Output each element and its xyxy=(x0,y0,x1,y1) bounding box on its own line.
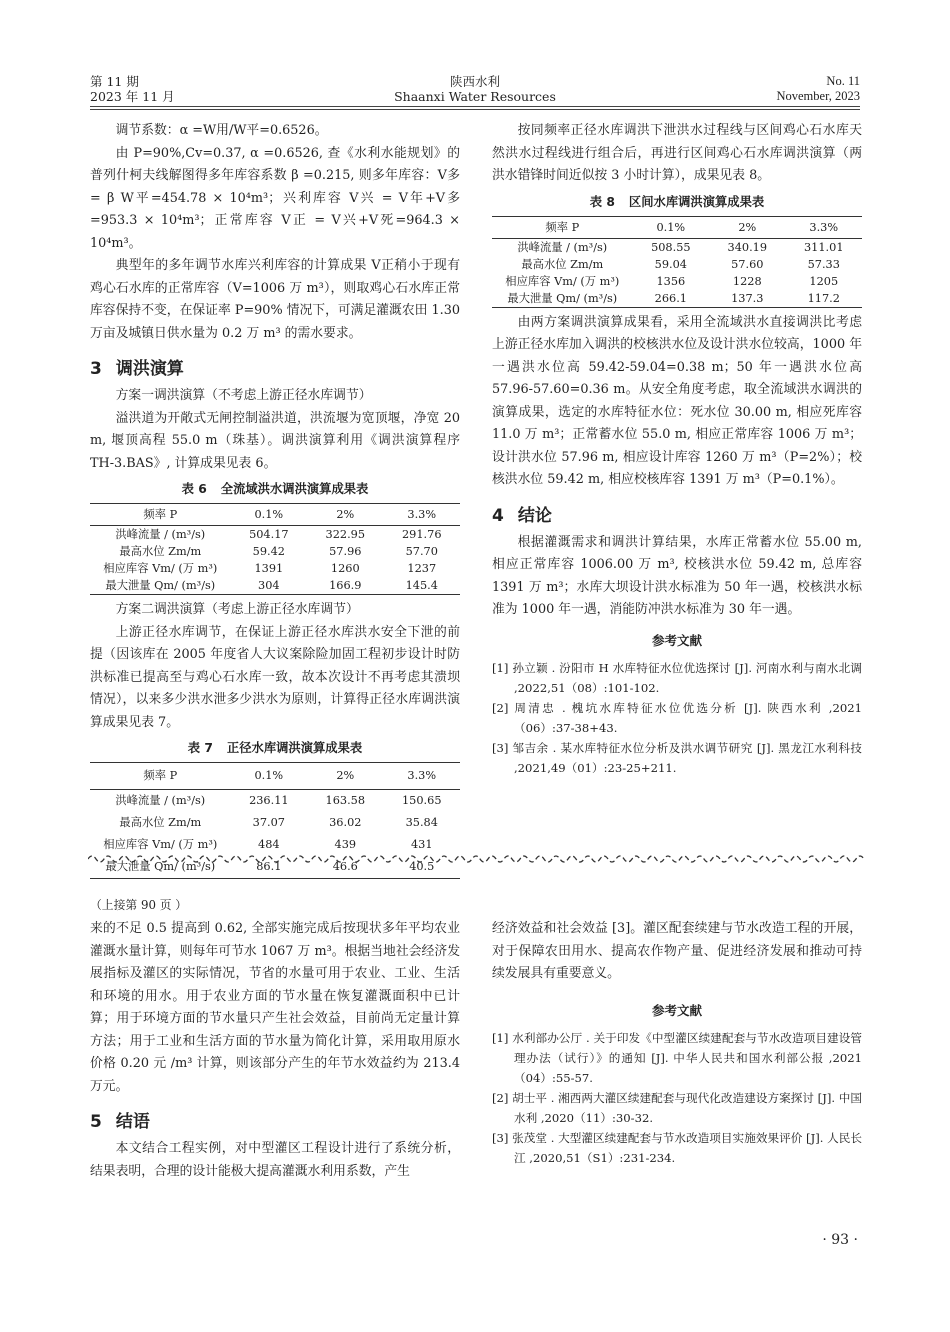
table-row xyxy=(90,560,460,577)
right-para-3: 根据灌溉需求和调洪计算结果，水库正常蓄水位 55.00 m, 相应正常库容 1006.00 万 m³, 校核洪水位 59.42 m, 总库容 1391 万 m³；水库大坝设计洪水标准为 50 年一遇，校核洪水标准为 1000 年一遇，消能防冲洪水标准为 30 年一遇。 xyxy=(492,534,862,617)
table-cell: 36.02 xyxy=(329,816,362,829)
section-title: 结论 xyxy=(517,505,552,526)
reference-item: [3] 张茂堂 . 大型灌区续建配套与节水改造项目实施效果评价 [J]. 人民长江 ,2020,51（S1）:231-234. xyxy=(492,1131,862,1165)
table-cell: 37.07 xyxy=(252,816,285,829)
right-column xyxy=(492,120,862,778)
reference-item: [3] 邹吉余 . 某水库特征水位分析及洪水调节研究 [J]. 黑龙江水利科技 ,2021,49（01）:23-25+211. xyxy=(492,741,862,775)
table-cell: 117.2 xyxy=(807,291,840,305)
table-header-cell: 3.3% xyxy=(384,763,460,790)
table-cell: 439 xyxy=(334,838,357,851)
right-para-1: 按同频率正径水库调洪下泄洪水过程线与区间鸡心石水库天然洪水过程线进行组合后，再进行区间鸡心石水库调洪演算（两洪水错锋时间近似按 3 小时计算），成果见表 8。 xyxy=(492,123,862,183)
table-header-cell: 2% xyxy=(307,504,383,526)
table-cell: 508.55 xyxy=(651,240,691,254)
table-8 xyxy=(492,216,862,308)
table-cell: 340.19 xyxy=(727,240,768,254)
table-cell: 最高水位 Zm/m xyxy=(119,545,202,558)
table-header-cell: 频率 P xyxy=(90,763,231,790)
left-para-3: 典型年的多年调节水库兴利库容的计算成果 V正稍小于现有鸡心石水库的正常库容（V=1006 万 m³），则取鸡心石水库正常库容保持不变，在保证率 P=90% 情况下，可满足灌溉农田 1.30 万亩及城镇日供水量为 0.2 万 m³ 的需水要求。 xyxy=(90,258,461,341)
table-row xyxy=(90,577,460,595)
table-cell: 304 xyxy=(258,579,280,592)
bottom-left-column xyxy=(90,918,460,1183)
table-cell: 1356 xyxy=(656,274,686,288)
table-number: 表 6 xyxy=(181,482,207,496)
journal-cn: 陕西水利 xyxy=(449,74,500,89)
table-cell: 266.1 xyxy=(654,291,687,305)
table-row xyxy=(492,273,862,290)
table-header-cell: 0.1% xyxy=(231,763,307,790)
table-row xyxy=(90,526,460,544)
table-cell: 59.42 xyxy=(252,545,285,558)
table-header-cell: 2% xyxy=(307,763,383,790)
left-para-7: 上游正径水库调节，在保证上游正径水库洪水安全下泄的前提（因该库在 2005 年度省人大议案除险加固工程初步设计时防洪标准已提高至与鸡心石水库一致，故本次设计不再考虑其溃坝情况），以来多少洪水泄多少洪水为原则，计算得正径水库调洪演算成果见表 7。 xyxy=(90,624,460,730)
section-4-heading xyxy=(492,504,862,528)
date-en: November, 2023 xyxy=(776,89,860,103)
table-cell: 洪峰流量 / (m³/s) xyxy=(115,794,206,807)
table-cell: 最高水位 Zm/m xyxy=(119,816,202,829)
table-header-cell: 0.1% xyxy=(633,216,709,238)
table7-caption xyxy=(90,738,460,758)
header-rule xyxy=(90,106,860,107)
left-para-5: 溢洪道为开敞式无闸控制溢洪道，洪流堰为宽顶堰，净宽 20 m, 堰顶高程 55.0 m（珠基）。调洪演算利用《调洪演算程序 TH-3.BAS》, 计算成果见表 6。 xyxy=(90,410,460,471)
table-cell: 59.04 xyxy=(654,257,687,271)
table-cell: 504.17 xyxy=(249,528,289,541)
bottom-left-para-1: 来的不足 0.5 提高到 0.62, 全部实施完成后按现状多年平均农业灌溉水量计算，则每年可节水 1067 万 m³。根据当地社会经济发展指标及灌区的实际情况，节省的水量可用于农业、工业、生活和环境的用水。用于农业方面的节水量在恢复灌溉面积中已计算；用于环境方面的节水量只产生社会效益，目前尚无定量计算方法；用于工业和生活方面的节水量为简化计算，采用取用原水价格 0.20 元 /m³ 计算，则该部分产生的年节水效益约为 213.4 万元。 xyxy=(90,921,460,1094)
date-cn: 2023 年 11 月 xyxy=(90,89,175,104)
table-row xyxy=(492,256,862,273)
table-cell: 236.11 xyxy=(249,794,289,807)
table-cell: 86.1 xyxy=(256,860,282,873)
bottom-right-column xyxy=(492,918,862,1168)
table-cell: 1228 xyxy=(732,274,762,288)
reference-item: [1] 孙立颖 . 汾阳市 H 水库特征水位优选探讨 [J]. 河南水利与南水北调 ,2022,51（08）:101-102. xyxy=(492,661,862,695)
table-cell: 57.96 xyxy=(329,545,362,558)
table-cell: 40.5 xyxy=(409,860,435,873)
issue-label: 第 11 期 xyxy=(90,74,139,89)
section-3-heading xyxy=(90,357,460,381)
section-number: 3 xyxy=(90,359,102,379)
section-number: 4 xyxy=(492,505,504,526)
reference-item: [1] 水利部办公厅 . 关于印发《中型灌区续建配套与节水改造项目建设管理办法（试行）》的通知 [J]. 中华人民共和国水利部公报 ,2021（04）:55-57. xyxy=(492,1031,862,1085)
table-header-cell: 3.3% xyxy=(786,216,862,238)
table-row xyxy=(492,290,862,308)
section-title: 调洪演算 xyxy=(115,359,184,379)
table-cell: 46.6 xyxy=(332,860,358,873)
table-6 xyxy=(90,503,460,595)
wave-divider xyxy=(88,852,864,866)
table-cell: 洪峰流量 / (m³/s) xyxy=(517,240,608,254)
table-cell: 1205 xyxy=(809,274,839,288)
table-cell: 1237 xyxy=(407,562,437,575)
table-cell: 洪峰流量 / (m³/s) xyxy=(115,528,206,541)
continued-note: （上接第 90 页 ） xyxy=(90,898,188,912)
table-cell: 145.4 xyxy=(405,579,438,592)
table-cell: 150.65 xyxy=(402,794,442,807)
table-cell: 相应库容 Vm/ (万 m³) xyxy=(103,838,218,851)
table-cell: 57.70 xyxy=(405,545,438,558)
table-cell: 137.3 xyxy=(731,291,764,305)
table-row xyxy=(90,812,460,834)
bottom-right-para-1: 经济效益和社会效益 [3]。灌区配套续建与节水改造工程的开展，对于保障农田用水、提高农作物产量、促进经济发展和推动可持续发展具有重要意义。 xyxy=(492,921,862,981)
header-issue-en xyxy=(776,74,860,104)
table-header-cell: 3.3% xyxy=(384,504,460,526)
table-cell: 57.33 xyxy=(807,257,840,271)
table-cell: 166.9 xyxy=(329,579,362,592)
reference-item: [2] 胡士平 . 湘西两大灌区续建配套与现代化改造建设方案探讨 [J]. 中国水利 ,2020（11）:30-32. xyxy=(492,1091,862,1125)
left-para-4: 方案一调洪演算（不考虑上游正径水库调节） xyxy=(115,388,372,403)
table6-caption xyxy=(90,479,460,499)
table-title: 全流域洪水调洪演算成果表 xyxy=(220,482,369,496)
table-cell: 35.84 xyxy=(405,816,438,829)
header-rule-2 xyxy=(90,109,860,110)
table-header-cell: 2% xyxy=(709,216,785,238)
left-para-1: 调节系数：α =W用/W平=0.6526。 xyxy=(115,123,328,138)
table-header-cell: 频率 P xyxy=(492,216,633,238)
table-header-cell: 频率 P xyxy=(90,504,231,526)
table-cell: 相应库容 Vm/ (万 m³) xyxy=(103,562,218,575)
table8-caption xyxy=(492,192,862,212)
journal-en: Shaanxi Water Resources xyxy=(394,89,556,104)
table-row xyxy=(90,790,460,813)
references-heading: 参考文献 xyxy=(651,632,702,648)
section-number: 5 xyxy=(90,1112,102,1132)
table-row xyxy=(90,543,460,560)
table-cell: 最大泄量 Qm/ (m³/s) xyxy=(507,291,618,305)
table-cell: 最大泄量 Qm/ (m³/s) xyxy=(105,860,216,873)
table-header-cell: 0.1% xyxy=(231,504,307,526)
table-title: 正径水库调洪演算成果表 xyxy=(226,741,363,755)
table-number: 表 7 xyxy=(187,741,213,755)
section-5-heading xyxy=(90,1110,460,1134)
page-number: · 93 · xyxy=(822,1232,858,1248)
table-cell: 311.01 xyxy=(804,240,844,254)
section-title: 结语 xyxy=(115,1112,150,1132)
table-row xyxy=(492,238,862,256)
table-cell: 322.95 xyxy=(325,528,366,541)
table-cell: 1391 xyxy=(254,562,284,575)
table-title: 区间水库调洪演算成果表 xyxy=(628,194,765,209)
bottom-left-para-2: 本文结合工程实例，对中型灌区工程设计进行了系统分析，结果表明，合理的设计能极大提高灌溉水利用系数，产生 xyxy=(90,1141,460,1179)
references-heading: 参考文献 xyxy=(651,1002,702,1018)
table-cell: 最大泄量 Qm/ (m³/s) xyxy=(105,579,216,592)
table-cell: 相应库容 Vm/ (万 m³) xyxy=(505,274,620,288)
table-cell: 291.76 xyxy=(402,528,442,541)
left-para-2: 由 P=90%,Cv=0.37, α =0.6526, 查《水利水能规划》的普列什柯夫线解图得多年库容系数 β =0.215, 则多年库容：V多= β W平=454.78 × 10⁴m³；兴利库容 V兴 = V年+V多=953.3 × 10⁴m³；正常库容 V正 = V兴+V死=964.3 × 10⁴m³。 xyxy=(90,145,460,251)
table-cell: 431 xyxy=(410,838,433,851)
table-cell: 57.60 xyxy=(731,257,764,271)
table-number: 表 8 xyxy=(589,194,615,209)
left-column xyxy=(90,120,460,883)
table-cell: 1260 xyxy=(330,562,360,575)
right-para-2: 由两方案调洪演算成果看，采用全流域洪水直接调洪比考虑上游正径水库加入调洪的校核洪水位及设计洪水位较高，1000 年一遇洪水位高 59.42-59.04=0.38 m；50 年一遇洪水位高 57.96-57.60=0.36 m。从安全角度考虑，取全流域洪水调洪的演算成果，选定的水库特征水位：死水位 30.00 m, 相应死库容 11.0 万 m³；正常蓄水位 55.0 m, 相应正常库容 1006 万 m³；设计洪水位 57.96 m, 相应设计库容 1260 万 m³（P=2%）；校核洪水位 59.42 m, 相应校核库容 1391 万 m³（P=0.1%）。 xyxy=(492,314,862,487)
issue-en: No. 11 xyxy=(826,74,860,88)
table-cell: 484 xyxy=(258,838,280,851)
table-cell: 最高水位 Zm/m xyxy=(521,257,604,271)
left-para-6: 方案二调洪演算（考虑上游正径水库调节） xyxy=(115,602,359,617)
reference-item: [2] 周清忠 . 槐坑水库特征水位优选分析 [J]. 陕西水利 ,2021（06）:37-38+43. xyxy=(492,701,862,735)
table-cell: 163.58 xyxy=(325,794,366,807)
